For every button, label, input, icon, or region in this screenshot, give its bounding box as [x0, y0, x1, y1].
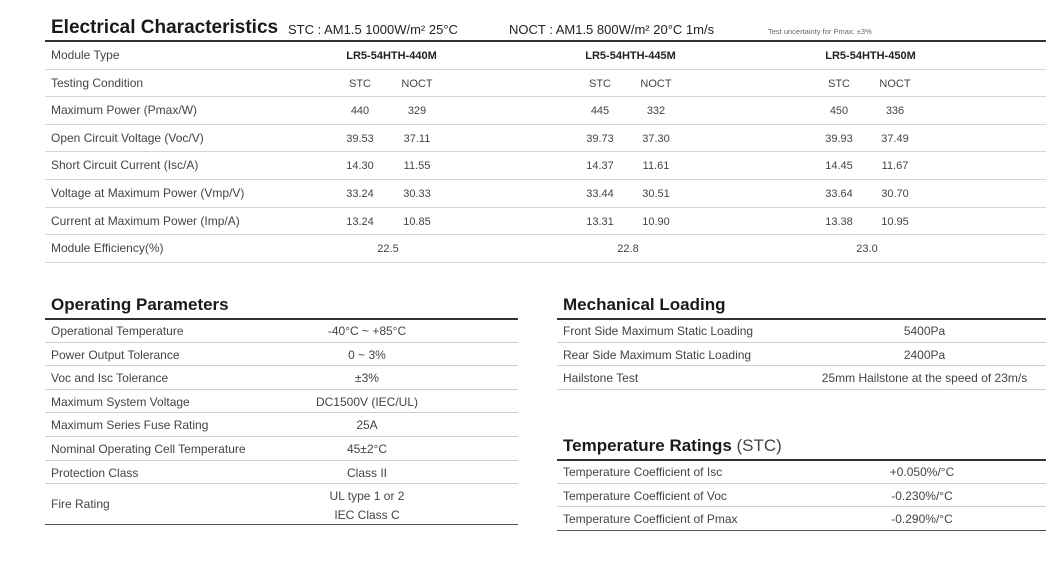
param-label: Protection Class [51, 465, 139, 480]
value-cell: 440 [350, 105, 370, 118]
mechanical-row [557, 319, 1046, 343]
param-label: Voc and Isc Tolerance [51, 371, 169, 386]
model-445-header: LR5-54HTH-445M [585, 50, 676, 62]
value-cell: 445 [590, 105, 610, 118]
electrical-data-row [45, 125, 1046, 153]
operating-table [45, 319, 518, 525]
value-cell: 11.55 [403, 160, 431, 173]
stc-header: STC [589, 77, 611, 90]
temperature-value: +0.050%/°C [889, 465, 955, 479]
model-450-header: LR5-54HTH-450M [825, 50, 916, 62]
value-cell: 13.24 [346, 215, 374, 228]
value-cell: 39.53 [346, 132, 374, 145]
mechanical-row [557, 343, 1046, 367]
temperature-label: Temperature Coefficient of Isc [563, 465, 723, 479]
stc-condition: STC : AM1.5 1000W/m² 25°C [288, 22, 458, 37]
operating-row [45, 413, 518, 437]
operating-row [45, 343, 518, 367]
electrical-section-title: Electrical Characteristics [51, 17, 279, 38]
fire-rating-row [45, 484, 518, 525]
value-cell: 13.38 [825, 215, 853, 228]
fire-rating-label: Fire Rating [51, 497, 110, 512]
value-cell: 14.37 [586, 160, 614, 173]
operating-row [45, 319, 518, 343]
temperature-value: -0.230%/°C [891, 488, 953, 503]
module-efficiency-row [45, 235, 1046, 263]
value-cell: 10.85 [403, 215, 431, 228]
mechanical-value: 5400Pa [903, 324, 946, 338]
noct-header: NOCT [401, 77, 433, 90]
value-cell: 33.64 [825, 187, 853, 200]
temperature-value: -0.290%/°C [891, 512, 953, 527]
value-cell: 37.30 [642, 132, 670, 145]
value-cell: 329 [407, 105, 427, 118]
value-cell: 33.44 [586, 187, 614, 200]
temperature-section-title [563, 436, 782, 456]
value-cell: 39.93 [825, 132, 853, 145]
value-cell: 450 [829, 105, 849, 118]
temperature-title-text: Temperature Ratings [563, 436, 732, 455]
param-label: Power Output Tolerance [51, 347, 180, 362]
efficiency-label: Module Efficiency(%) [51, 241, 164, 256]
param-label: Nominal Operating Cell Temperature [51, 441, 246, 456]
param-label: Operational Temperature [51, 324, 184, 338]
value-cell: 39.73 [586, 132, 614, 145]
electrical-data-row [45, 152, 1046, 180]
mechanical-value: 2400Pa [903, 347, 946, 362]
module-type-row [45, 42, 1046, 70]
value-cell: 30.51 [642, 187, 670, 200]
efficiency-value: 22.5 [377, 243, 399, 256]
operating-row [45, 437, 518, 461]
value-cell: 14.30 [346, 160, 374, 173]
efficiency-value: 23.0 [856, 243, 878, 256]
efficiency-value: 22.8 [617, 243, 639, 256]
testing-condition-label: Testing Condition [51, 75, 144, 90]
temperature-label: Temperature Coefficient of Pmax [563, 512, 738, 527]
operating-section-title: Operating Parameters [51, 295, 229, 314]
fire-rating-value [277, 487, 457, 525]
operating-row [45, 461, 518, 485]
value-cell: 37.49 [881, 132, 909, 145]
temperature-row [557, 460, 1046, 484]
temperature-label: Temperature Coefficient of Voc [563, 488, 727, 503]
temperature-row [557, 484, 1046, 508]
mechanical-label: Hailstone Test [563, 371, 639, 386]
mechanical-row [557, 366, 1046, 390]
mechanical-value: 25mm Hailstone at the speed of 23m/s [821, 371, 1028, 386]
value-cell: 30.70 [881, 187, 909, 200]
electrical-data-row [45, 180, 1046, 208]
param-value: ±3% [355, 371, 379, 386]
value-cell: 30.33 [403, 187, 431, 200]
value-cell: 13.31 [586, 215, 614, 228]
value-cell: 336 [885, 105, 905, 118]
param-value: DC1500V (IEC/UL) [315, 394, 419, 409]
noct-header: NOCT [640, 77, 672, 90]
param-value: 25A [356, 418, 378, 433]
value-cell: 10.90 [642, 215, 670, 228]
row-label: Voltage at Maximum Power (Vmp/V) [51, 185, 245, 200]
mechanical-label: Front Side Maximum Static Loading [563, 324, 754, 338]
fire-rating-line-1: UL type 1 or 2 [329, 489, 405, 504]
value-cell: 14.45 [825, 160, 853, 173]
operating-row [45, 390, 518, 414]
testing-condition-row [45, 70, 1046, 98]
temperature-title-suffix: (STC) [736, 436, 782, 455]
param-label: Maximum Series Fuse Rating [51, 418, 209, 433]
fire-rating-line-2: IEC Class C [334, 508, 400, 523]
value-cell: 33.24 [346, 187, 374, 200]
temperature-row [557, 507, 1046, 531]
value-cell: 11.61 [642, 160, 670, 173]
model-440-header: LR5-54HTH-440M [346, 50, 437, 62]
param-value: -40°C ~ +85°C [327, 324, 407, 338]
value-cell: 332 [646, 105, 666, 118]
value-cell: 11.67 [881, 160, 909, 173]
row-label: Open Circuit Voltage (Voc/V) [51, 130, 204, 145]
row-label: Maximum Power (Pmax/W) [51, 103, 198, 118]
row-label: Current at Maximum Power (Imp/A) [51, 213, 240, 228]
mechanical-table [557, 319, 1046, 390]
stc-header: STC [828, 77, 850, 90]
param-value: 0 ~ 3% [348, 347, 386, 362]
mechanical-label: Rear Side Maximum Static Loading [563, 347, 752, 362]
noct-condition: NOCT : AM1.5 800W/m² 20°C 1m/s [509, 22, 715, 37]
temperature-table [557, 460, 1046, 531]
param-value: Class II [346, 465, 387, 480]
electrical-data-row [45, 97, 1046, 125]
module-type-label: Module Type [51, 48, 120, 62]
value-cell: 10.95 [881, 215, 909, 228]
param-value: 45±2°C [346, 441, 388, 456]
electrical-data-row [45, 208, 1046, 236]
operating-row [45, 366, 518, 390]
param-label: Maximum System Voltage [51, 394, 190, 409]
electrical-table [45, 42, 1046, 263]
row-label: Short Circuit Current (Isc/A) [51, 158, 199, 173]
stc-header: STC [349, 77, 371, 90]
value-cell: 37.11 [403, 132, 431, 145]
noct-header: NOCT [879, 77, 911, 90]
mechanical-section-title: Mechanical Loading [563, 295, 726, 314]
uncertainty-note: Test uncertainty for Pmax: ±3% [768, 27, 872, 36]
